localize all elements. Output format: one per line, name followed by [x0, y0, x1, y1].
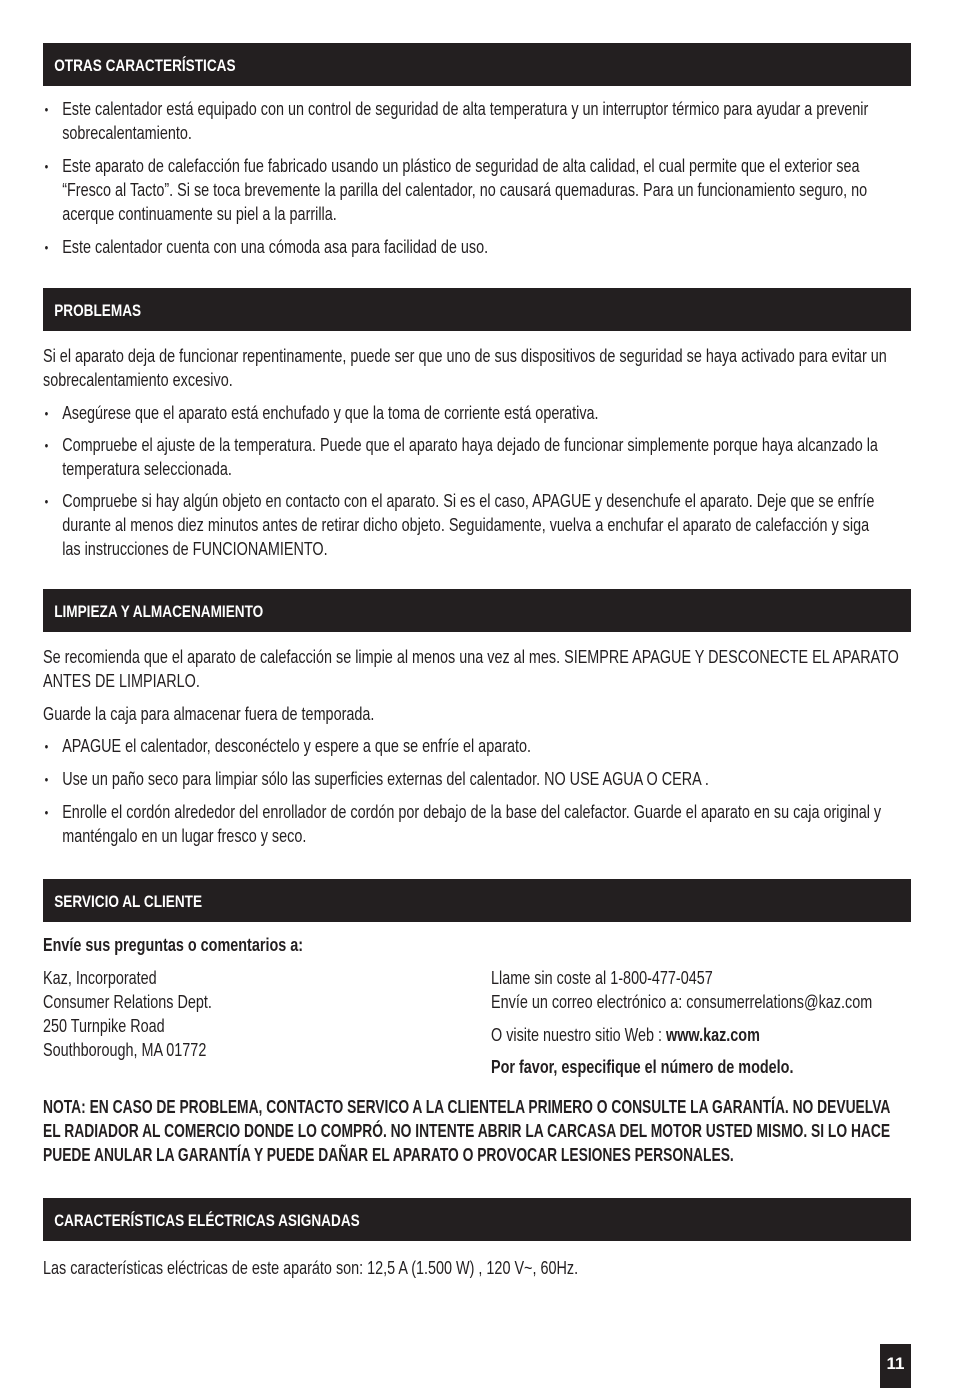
section-title: CARACTERÍSTICAS ELÉCTRICAS ASIGNADAS	[54, 1211, 360, 1230]
section-title: PROBLEMAS	[54, 301, 142, 320]
bullet-item: • Use un paño seco para limpiar sólo las superficies externas del calentador. NO USE AGUA O CERA .	[43, 767, 911, 791]
section-header-bar	[43, 288, 911, 331]
bullet-list	[43, 97, 911, 259]
section-body	[43, 1241, 911, 1280]
bullet-item: • Compruebe el ajuste de la temperatura. Puede que el aparato haya dejado de funcionar simplemente porque haya alcanzado la temperatura seleccionada.	[43, 433, 911, 481]
section-title: LIMPIEZA Y ALMACENAMIENTO	[54, 602, 264, 621]
section-body	[43, 331, 911, 561]
section-servicio-al-cliente	[43, 879, 911, 1167]
contact-columns	[43, 966, 911, 1079]
contact-prompt: Envíe sus preguntas o comentarios a:	[43, 935, 304, 955]
section-title: OTRAS CARACTERÍSTICAS	[54, 56, 236, 75]
mailing-address	[43, 966, 491, 1079]
bullet-item: • Enrolle el cordón alrededor del enrollador de cordón por debajo de la base del calefactor. Guarde el aparato en su caja original y manténgalo en un lugar fresco y seco.	[43, 800, 911, 848]
section-body	[43, 922, 911, 1167]
section-header-bar	[43, 1198, 911, 1241]
website-label: O visite nuestro sitio Web :	[491, 1025, 667, 1045]
section-header-bar	[43, 879, 911, 922]
section-caracteristicas-electricas	[43, 1198, 911, 1280]
bullet-item: • Este calentador cuenta con una cómoda asa para facilidad de uso.	[43, 235, 911, 259]
email-line: Envíe un correo electrónico a: consumerrelations@kaz.com	[491, 992, 873, 1012]
paragraph: Guarde la caja para almacenar fuera de temporada.	[43, 704, 375, 724]
section-body	[43, 632, 911, 848]
address-line: 250 Turnpike Road	[43, 1016, 165, 1036]
bullet-item: • APAGUE el calentador, desconéctelo y espere a que se enfríe el aparato.	[43, 734, 911, 758]
section-problemas	[43, 288, 911, 561]
address-line: Consumer Relations Dept.	[43, 992, 212, 1012]
bullet-list	[43, 401, 911, 561]
paragraph: Se recomienda que el aparato de calefacción se limpie al menos una vez al mes. SIEMPRE APAGUE Y DESCONECTE EL APARATO ANTES DE LIMPIARLO.	[43, 647, 899, 691]
page-content	[43, 0, 911, 1388]
page-number: 11	[880, 1344, 911, 1388]
warning-notice: NOTA: EN CASO DE PROBLEMA, CONTACTO SERVICO A LA CLIENTELA PRIMERO O CONSULTE LA GARANTÍA. NO DEVUELVA EL RADIADOR AL COMERCIO DONDE LO COMPRÓ. NO INTENTE ABRIR LA CARCASA DEL MOTOR USTED MISMO. SI LO HACE PUEDE ANULAR LA GARANTÍA Y PUEDE DAÑAR EL APARATO O PROVOCAR LESIONES PERSONALES.	[43, 1097, 891, 1165]
bullet-item: • Compruebe si hay algún objeto en contacto con el aparato. Si es el caso, APAGUE y desenchufe el aparato. Deje que se enfríe durante al menos diez minutos antes de retirar dicho objeto. Seguidamente, vuelva a enchufar el aparato de calefacción y siga las instrucciones de FUNCIONAMIENTO.	[43, 489, 911, 561]
section-body	[43, 86, 911, 259]
bullet-item: • Este calentador está equipado con un control de seguridad de alta temperatura y un interruptor térmico para ayudar a prevenir sobrecalentamiento.	[43, 97, 911, 145]
contact-options	[491, 966, 911, 1079]
bullet-list	[43, 734, 911, 848]
section-header-bar	[43, 43, 911, 86]
website-line	[491, 1023, 911, 1047]
model-number-note: Por favor, especifique el número de modelo.	[491, 1057, 794, 1077]
section-limpieza-almacenamiento	[43, 589, 911, 848]
address-line: Kaz, Incorporated	[43, 968, 157, 988]
bullet-item: • Asegúrese que el aparato está enchufado y que la toma de corriente está operativa.	[43, 401, 911, 425]
electrical-ratings: Las características eléctricas de este aparáto son: 12,5 A (1.500 W) , 120 V~, 60Hz.	[43, 1258, 579, 1278]
section-otras-caracteristicas	[43, 43, 911, 259]
website-url: www.kaz.com	[666, 1025, 760, 1045]
section-title: SERVICIO AL CLIENTE	[54, 892, 203, 911]
address-line: Southborough, MA 01772	[43, 1040, 207, 1060]
bullet-item: • Este aparato de calefacción fue fabricado usando un plástico de seguridad de alta calidad, el cual permite que el exterior sea “Fresco al Tacto”. Si se toca brevemente la parilla del calentador, no causará quemaduras. Para un funcionamiento seguro, no acerque continuamente su piel a la parrilla.	[43, 154, 911, 226]
phone-line: Llame sin coste al 1-800-477-0457	[491, 968, 713, 988]
paragraph: Si el aparato deja de funcionar repentinamente, puede ser que uno de sus dispositivos de seguridad se haya activado para evitar un sobrecalentamiento excesivo.	[43, 346, 887, 390]
section-header-bar	[43, 589, 911, 632]
